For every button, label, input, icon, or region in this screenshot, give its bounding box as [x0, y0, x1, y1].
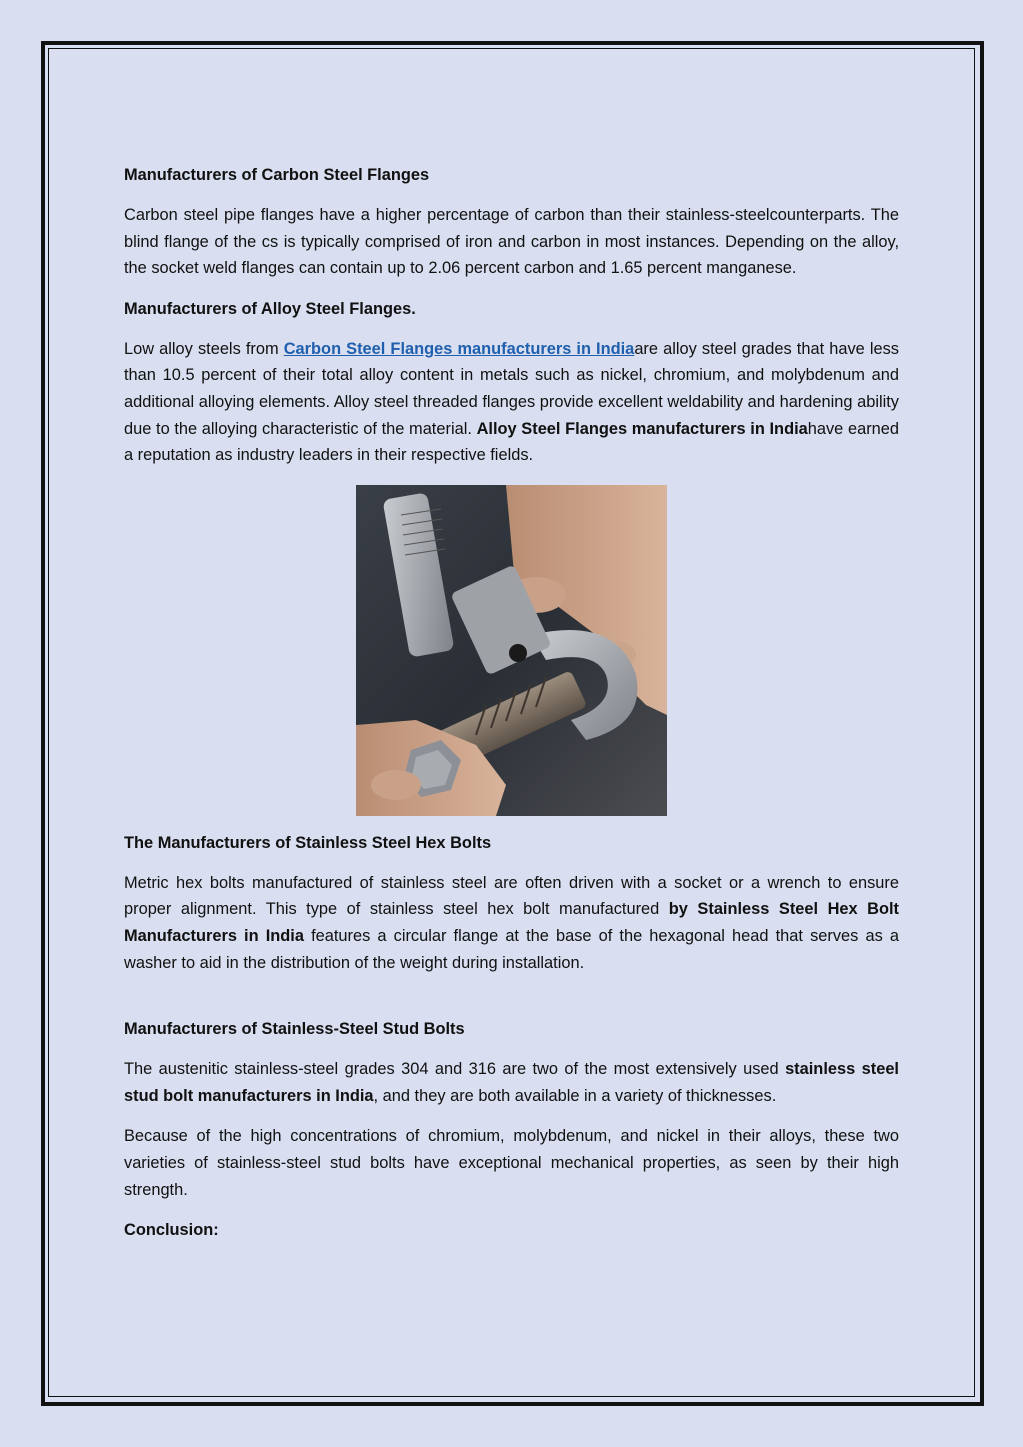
hex-text-post: features a circular flange at the base of the hexagonal head that serves as a washer to aid in the distribution of the weight during installation. — [124, 926, 899, 972]
heading-hex-bolts: The Manufacturers of Stainless Steel Hex Bolts — [124, 833, 492, 852]
figure-container — [124, 485, 899, 816]
paragraph-carbon-steel-flanges: Carbon steel pipe flanges have a higher percentage of carbon than their stainless-steelcounterparts. The blind flange of the cs is typically comprised of iron and carbon in most instances. Depending on the alloy, the socket weld flanges can contain up to 2.06 percent carbon and 1.65 percent manganese. — [124, 206, 899, 278]
alloy-text-pre: Low alloy steels from — [124, 339, 284, 358]
hex-text-pre: Metric hex bolts manufactured of stainless steel are often driven with a socket or a wrench to ensure proper alignment. This type of stainless steel hex bolt manufactured — [124, 873, 899, 919]
paragraph-stud-bolts-2: Because of the high concentrations of chromium, molybdenum, and nickel in their alloys, these two varieties of stainless-steel stud bolts have exceptional mechanical properties, as seen by their high strength. — [124, 1127, 899, 1199]
alloy-text-bold: Alloy Steel Flanges manufacturers in India — [476, 419, 808, 438]
spacer — [124, 990, 899, 1016]
paragraph-hex-bolts — [124, 870, 899, 976]
heading-alloy-steel-flanges: Manufacturers of Alloy Steel Flanges. — [124, 299, 416, 318]
heading-conclusion: Conclusion: — [124, 1221, 219, 1240]
paragraph-stud-bolts-1 — [124, 1056, 899, 1109]
hex-text-bold: by Stainless Steel Hex Bolt Manufacturers in India — [124, 900, 899, 945]
alloy-text-post: have earned a reputation as industry leaders in their respective fields. — [124, 419, 899, 465]
stud-text-post: , and they are both available in a variety of thicknesses. — [373, 1086, 777, 1105]
heading-carbon-steel-flanges: Manufacturers of Carbon Steel Flanges — [124, 166, 430, 184]
micrometer-bolt-photo — [356, 485, 667, 816]
document-content — [124, 162, 899, 1257]
carbon-steel-flanges-link[interactable]: Carbon Steel Flanges manufacturers in India — [283, 339, 635, 358]
stud-text-pre: The austenitic stainless-steel grades 304 and 316 are two of the most extensively used — [124, 1060, 786, 1079]
paragraph-alloy-steel-flanges — [124, 336, 899, 469]
stud-text-bold: stainless steel stud bolt manufacturers in India — [124, 1060, 899, 1105]
alloy-text-mid: are alloy steel grades that have less than 10.5 percent of their total alloy content in metals such as nickel, chromium, and molybdenum and additional alloying elements. Alloy steel threaded flanges provide excellent weldability and hardening ability due to the alloying characteristic of the material. — [124, 339, 899, 438]
heading-stud-bolts: Manufacturers of Stainless-Steel Stud Bolts — [124, 1020, 465, 1039]
